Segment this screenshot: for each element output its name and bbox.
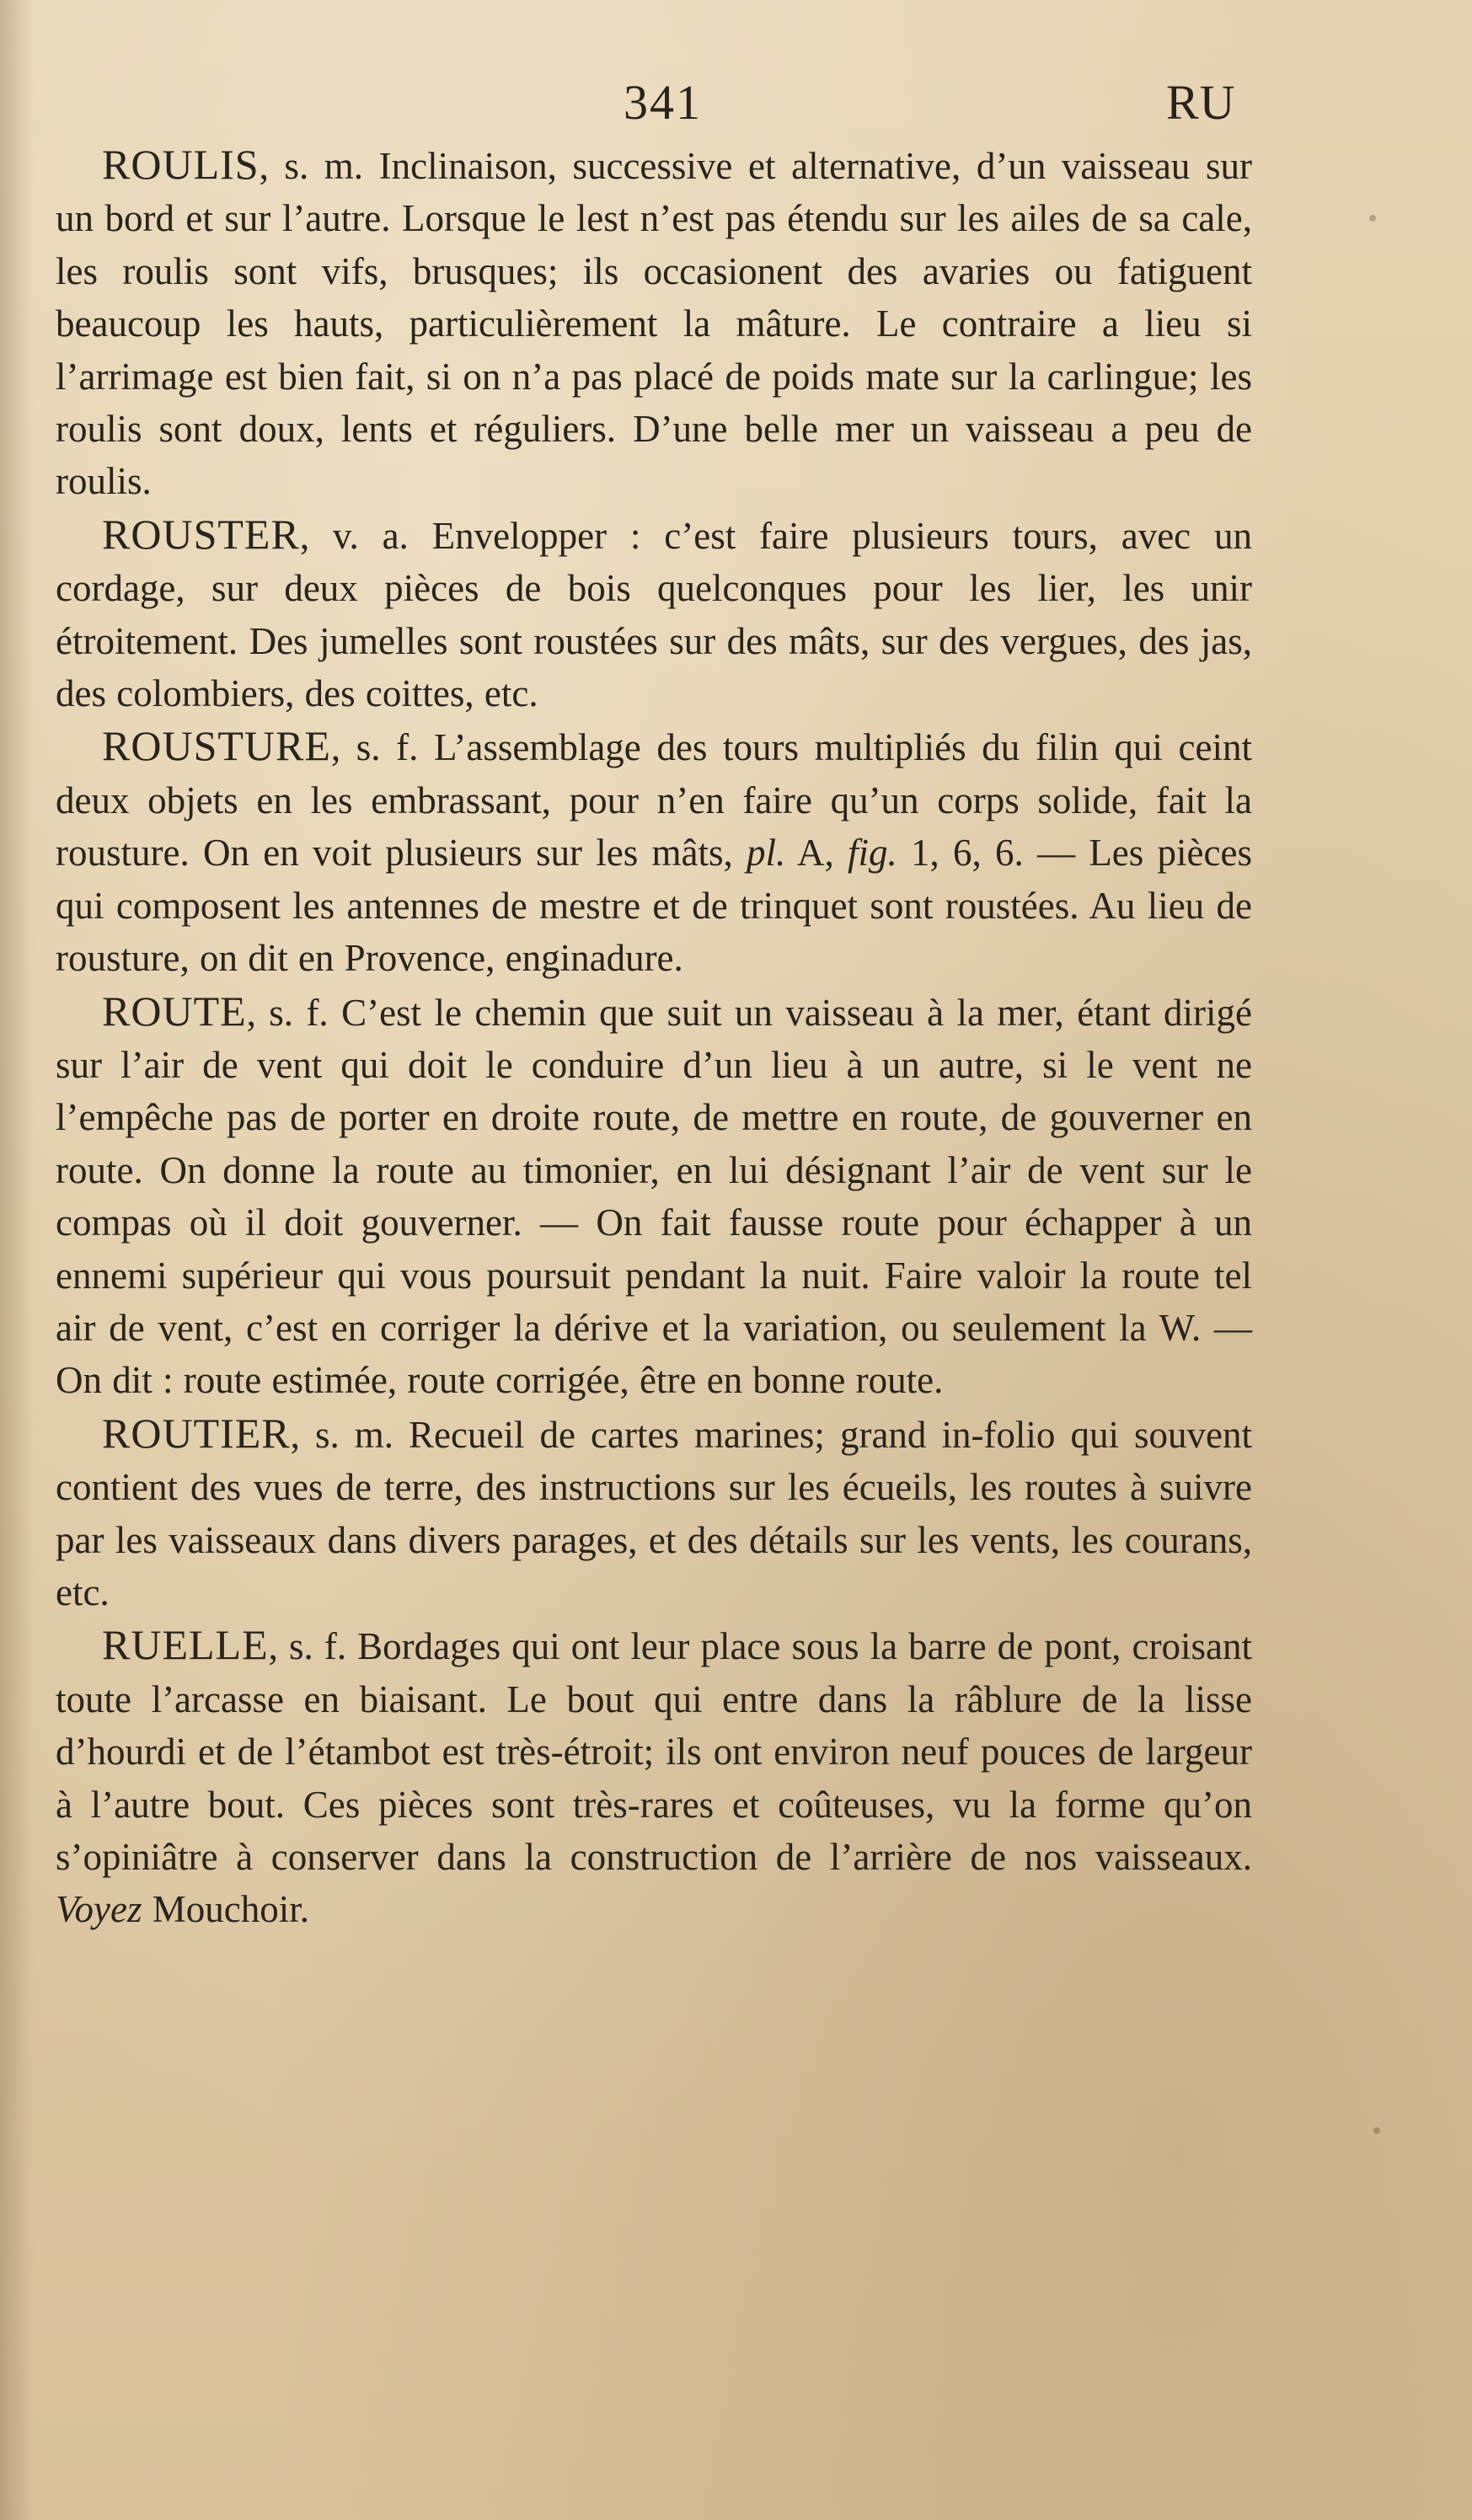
headword: ROUTIER <box>102 1409 291 1457</box>
paper-speck <box>1369 215 1376 222</box>
headword: ROUSTURE <box>102 722 331 770</box>
entry-definition: , s. m. Recueil de cartes marines; grand in-folio qui souvent contient des vues de terre, des instructions sur les écueils, les routes à suivre par les vaisseaux dans divers parages, et des détails sur les vents, les courans, etc. <box>56 1413 1252 1613</box>
paper-speck <box>1373 2127 1380 2134</box>
entry-route <box>56 985 1252 1407</box>
paper-speck <box>1041 531 1045 535</box>
entry-definition: , v. a. Envelopper : c’est faire plusieurs tours, avec un cordage, sur deux pièces de bois quelconques pour les lier, les unir étroitement. Des jumelles sont roustées sur des mâts, sur des vergues, des jas, des colombiers, des coittes, etc. <box>56 514 1252 715</box>
entry-definition: , s. m. Inclinaison, successive et alternative, d’un vaisseau sur un bord et sur l’autre. Lorsque le lest n’est pas étendu sur les ailes de sa cale, les roulis sont vifs, brusques; ils occasionent des avaries ou fatiguent beaucoup les hauts, particulièrement la mâture. Le contraire a lieu si l’arrimage est bien fait, si on n’a pas placé de poids mate sur la carlingue; les roulis sont doux, lents et réguliers. D’une belle mer un vaisseau a peu de roulis. <box>56 145 1252 503</box>
cross-reference-target: Mouchoir. <box>142 1888 309 1931</box>
headword: ROUTE <box>102 987 247 1035</box>
entry-definition: , s. f. L’assemblage des tours multipliés du filin qui ceint deux objets en les embrassant, pour n’en faire qu’un corps solide, fait la rousture. On en voit plusieurs sur les mâts, <box>56 726 1252 875</box>
entry-rouster <box>56 508 1252 720</box>
page-edge-shadow <box>0 0 34 2520</box>
entry-ruelle <box>56 1618 1252 1935</box>
plate-reference: pl. <box>746 832 786 875</box>
entry-definition-continued: 1, 6, 6. — Les pièces qui composent les antennes de mestre et de trinquet sont roustées. Au lieu de rousture, on dit en Provence, enginadure. <box>56 832 1252 980</box>
entry-definition: , s. f. Bordages qui ont leur place sous la barre de pont, croisant toute l’arcasse en biaisant. Le bout qui entre dans la râblure de la lisse d’hourdi et de l’étambot est très-étroit; ils ont environ neuf pouces de largeur à l’autre bout. Ces pièces sont très-rares et coûteuses, vu la forme qu’on s’opiniâtre à conserver dans la construction de l’arrière de nos vaisseaux. <box>56 1625 1252 1878</box>
page-number: 341 <box>624 75 702 130</box>
entry-roulis <box>56 138 1252 508</box>
headword: ROULIS <box>102 141 260 188</box>
headword: RUELLE <box>102 1621 269 1669</box>
figure-reference: fig. <box>848 832 897 875</box>
dictionary-text <box>56 138 1252 1936</box>
cross-reference-voyez: Voyez <box>56 1888 142 1931</box>
page-header <box>0 74 1472 142</box>
running-head: RU <box>1166 75 1236 130</box>
entry-definition: , s. f. C’est le chemin que suit un vaisseau à la mer, étant dirigé sur l’air de vent qui doit le conduire d’un lieu à un autre, si le vent ne l’empêche pas de porter en droite route, de mettre en route, de gouverner en route. On donne la route au timonier, en lui désignant l’air de vent sur le compas où il doit gouverner. — On fait fausse route pour échapper à un ennemi supérieur qui vous poursuit pendant la nuit. Faire valoir la route tel air de vent, c’est en corriger la dérive et la variation, ou seulement la W. — On dit : route estimée, route corrigée, être en bonne route. <box>56 991 1252 1402</box>
plate-letter: A, <box>785 832 848 875</box>
entry-routier <box>56 1407 1252 1619</box>
entry-rousture <box>56 720 1252 984</box>
headword: ROUSTER <box>102 510 300 558</box>
